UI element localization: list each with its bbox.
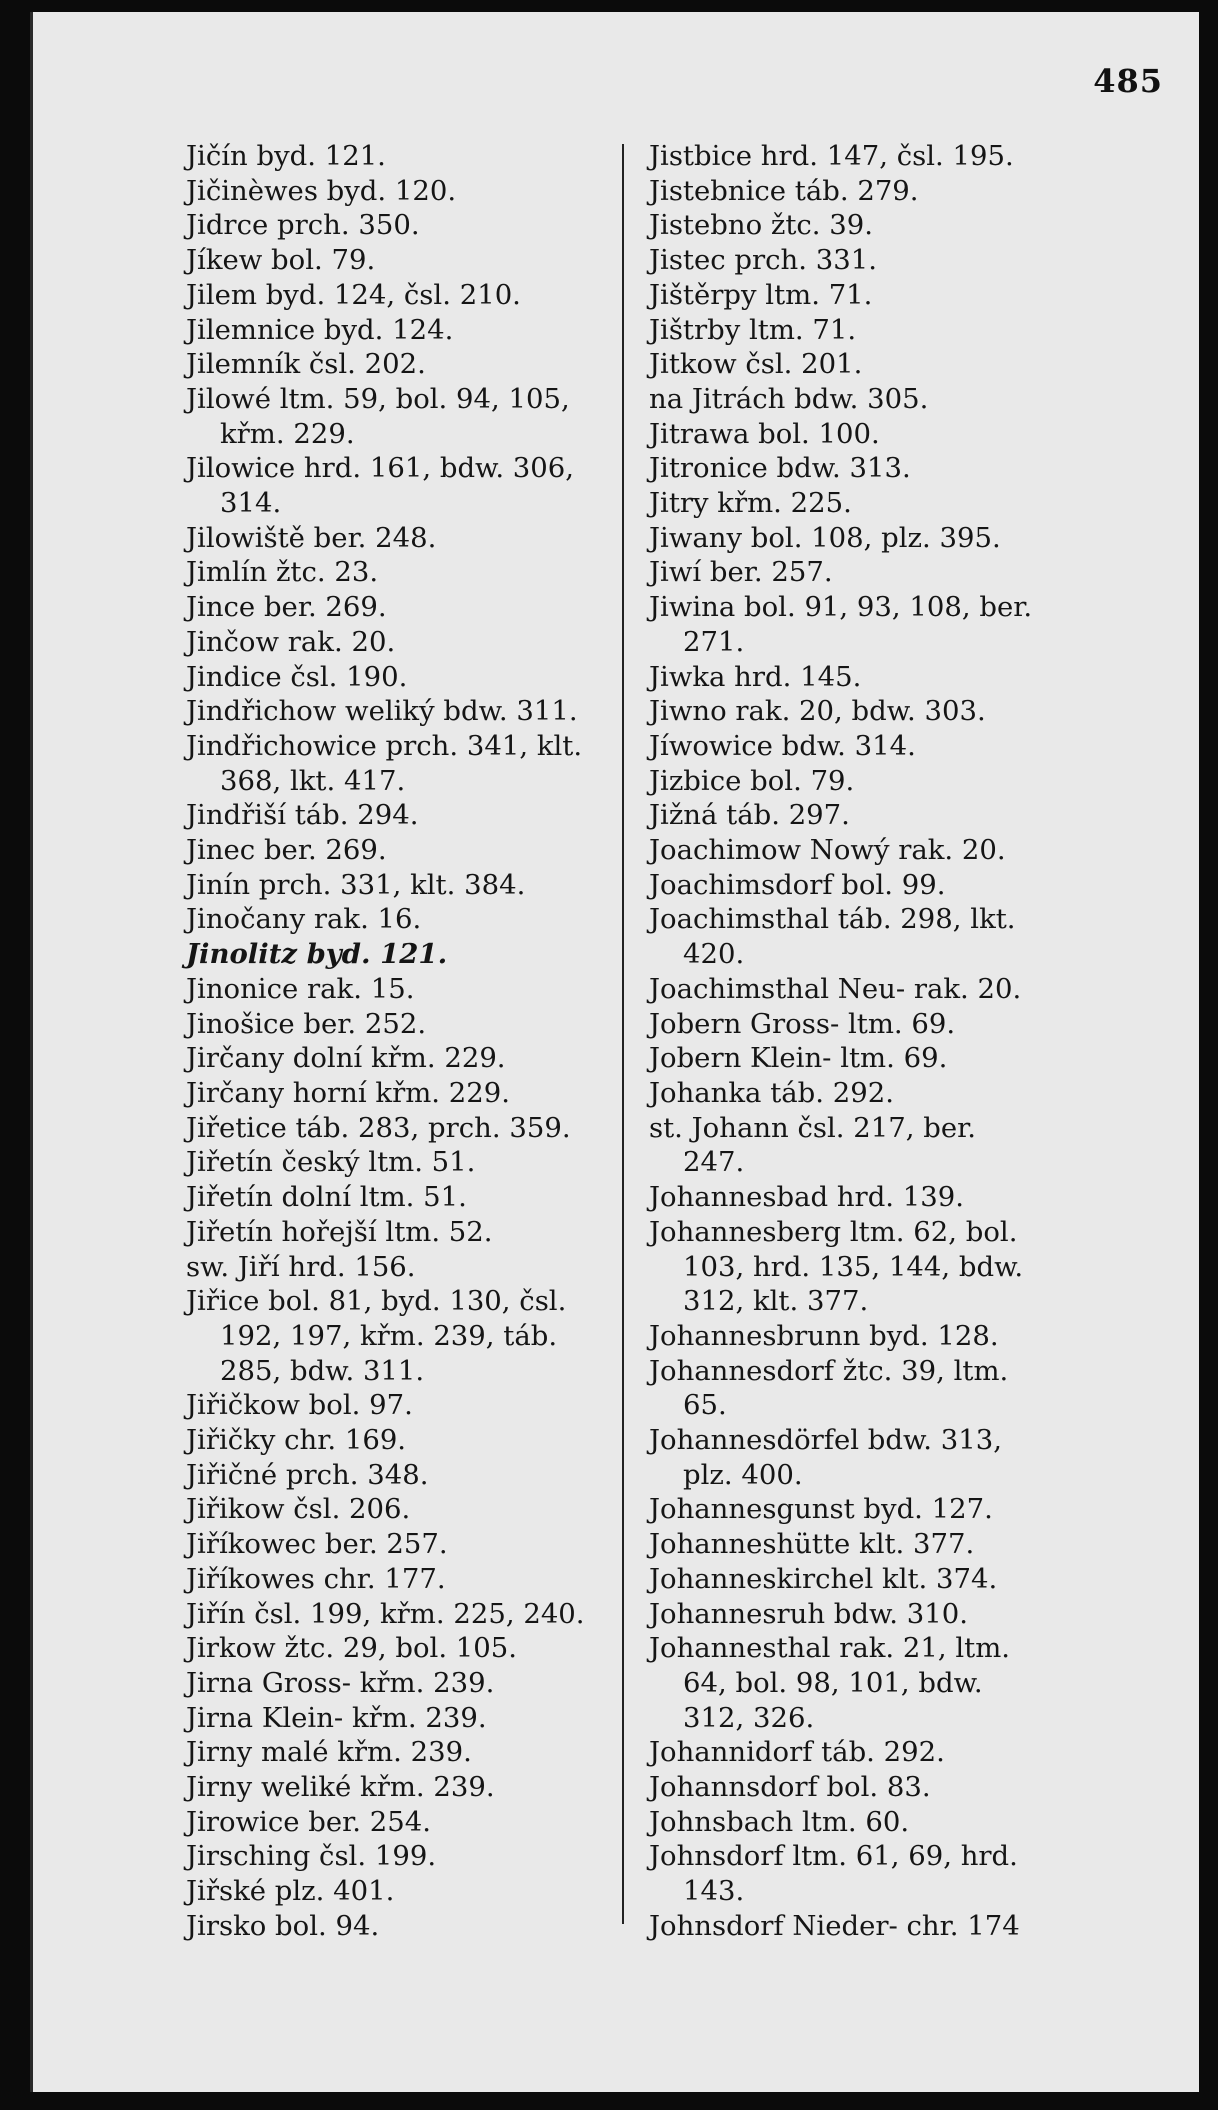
index-entry: Jirkow žtc. 29, bol. 105. xyxy=(186,1632,518,1665)
index-entry: Jiřín čsl. 199, křm. 225, 240. xyxy=(186,1597,585,1630)
index-entry-continuation: 192, 197, křm. 239, táb. xyxy=(220,1319,558,1352)
index-entry: Johannesbad hrd. 139. xyxy=(649,1181,965,1214)
index-entry: st. Johann čsl. 217, ber. xyxy=(649,1111,977,1144)
index-entry: Jičinèwes byd. 120. xyxy=(186,174,457,207)
index-entry: Jinolitz byd. 121. xyxy=(186,938,448,971)
index-entry: Jistbice hrd. 147, čsl. 195. xyxy=(649,140,1014,172)
index-entry: Jiříkowes chr. 177. xyxy=(186,1562,446,1595)
index-entry: Jiwí ber. 257. xyxy=(649,556,833,589)
index-entry: Jimlín žtc. 23. xyxy=(186,556,379,589)
index-entry: Jíwowice bdw. 314. xyxy=(649,729,916,762)
index-entry: Jištrby ltm. 71. xyxy=(649,313,857,346)
index-entry-continuation: 314. xyxy=(220,487,282,520)
index-entry: Jiřikow čsl. 206. xyxy=(186,1493,411,1526)
index-entry: Johanneskirchel klt. 374. xyxy=(649,1562,998,1595)
index-entry: Jindřiší táb. 294. xyxy=(186,799,419,832)
index-entry: Jindřichowice prch. 341, klt. xyxy=(186,729,583,762)
index-entry: Jiřičkow bol. 97. xyxy=(186,1389,413,1422)
index-entry: Jirna Gross- křm. 239. xyxy=(186,1666,495,1699)
index-entry: Jinín prch. 331, klt. 384. xyxy=(186,868,526,901)
index-entry: Johannsdorf bol. 83. xyxy=(649,1771,931,1804)
index-entry: Jilowiště ber. 248. xyxy=(186,521,437,554)
index-entry: Jince ber. 269. xyxy=(186,591,387,624)
index-entry: Jindice čsl. 190. xyxy=(186,660,408,693)
index-entry: Jirsko bol. 94. xyxy=(186,1909,380,1942)
index-entry: Johanka táb. 292. xyxy=(649,1076,894,1109)
index-entry: Jinčow rak. 20. xyxy=(186,625,396,658)
index-entry-continuation: 420. xyxy=(683,938,745,971)
index-entry: Johannesberg ltm. 62, bol. xyxy=(649,1215,1018,1248)
index-entry: Jobern Gross- ltm. 69. xyxy=(649,1007,956,1040)
index-entry: Jinošice ber. 252. xyxy=(186,1007,427,1040)
index-entry: Johannesdörfel bdw. 313, xyxy=(649,1424,1002,1457)
index-entry: Jilowice hrd. 161, bdw. 306, xyxy=(186,452,575,485)
page-number: 485 xyxy=(1093,62,1163,100)
index-entry: Jirny malé křm. 239. xyxy=(186,1736,472,1769)
index-entry: Jištěrpy ltm. 71. xyxy=(649,278,873,311)
index-entry-continuation: 368, lkt. 417. xyxy=(220,764,406,797)
index-entry: Jilemnice byd. 124. xyxy=(186,313,454,346)
index-entry: Jidrce prch. 350. xyxy=(186,209,420,242)
index-entry: Johannidorf táb. 292. xyxy=(649,1736,945,1769)
index-entry-continuation: křm. 229. xyxy=(220,417,355,450)
index-entry-continuation: 65. xyxy=(683,1389,727,1422)
index-entry-continuation: 312, 326. xyxy=(683,1701,815,1734)
index-entry: Johannesbrunn byd. 128. xyxy=(649,1319,999,1352)
index-entry: Jilemník čsl. 202. xyxy=(186,348,426,381)
index-entry: Jitkow čsl. 201. xyxy=(649,348,863,381)
index-entry: Jiřetice táb. 283, prch. 359. xyxy=(186,1111,571,1144)
index-entry: Jiřičky chr. 169. xyxy=(186,1424,407,1457)
index-entry: Joachimsthal táb. 298, lkt. xyxy=(649,903,1016,936)
index-entry: Joachimsthal Neu- rak. 20. xyxy=(649,972,1022,1005)
index-entry: Jinonice rak. 15. xyxy=(186,972,415,1005)
index-entry-continuation: 143. xyxy=(683,1875,745,1908)
index-entry: Jiwany bol. 108, plz. 395. xyxy=(649,521,1001,554)
index-entry: Jirčany horní křm. 229. xyxy=(186,1076,511,1109)
index-entry: Jirny weliké křm. 239. xyxy=(186,1771,495,1804)
index-entry: Johnsdorf Nieder- chr. 174 xyxy=(649,1909,1020,1942)
index-entry: Johannesdorf žtc. 39, ltm. xyxy=(649,1354,1009,1387)
index-entry: Joachimow Nowý rak. 20. xyxy=(649,834,1006,867)
index-entry: na Jitrách bdw. 305. xyxy=(649,382,929,415)
index-entry: Jitronice bdw. 313. xyxy=(649,452,911,485)
index-entry: Jizbice bol. 79. xyxy=(649,764,855,797)
index-entry: Jitrawa bol. 100. xyxy=(649,417,880,450)
left-column xyxy=(186,139,636,1944)
index-entry: Jinec ber. 269. xyxy=(186,834,387,867)
index-entry: Jiříkowec ber. 257. xyxy=(186,1528,448,1561)
index-entry: Jistebno žtc. 39. xyxy=(649,209,874,242)
index-entry: Johannesthal rak. 21, ltm. xyxy=(649,1632,1011,1665)
index-entry: Jiřičné prch. 348. xyxy=(186,1458,429,1491)
index-entry: Jičín byd. 121. xyxy=(186,140,386,172)
index-entry: Jiřetín český ltm. 51. xyxy=(186,1146,476,1179)
index-entry: Johannesruh bdw. 310. xyxy=(649,1597,969,1630)
index-entry: Jindřichow weliký bdw. 311. xyxy=(186,695,578,728)
index-entry-continuation: 271. xyxy=(683,625,745,658)
index-entry-continuation: 285, bdw. 311. xyxy=(220,1354,425,1387)
index-entry: Jirčany dolní křm. 229. xyxy=(186,1042,506,1075)
book-page xyxy=(30,12,1199,2092)
index-entry-continuation: 247. xyxy=(683,1146,745,1179)
index-entry: Jirna Klein- křm. 239. xyxy=(186,1701,487,1734)
index-entry: Jiřetín hořejší ltm. 52. xyxy=(186,1215,493,1248)
index-entry: Jiwina bol. 91, 93, 108, ber. xyxy=(649,591,1033,624)
index-entry: Johanneshütte klt. 377. xyxy=(649,1528,975,1561)
index-entry: Jilem byd. 124, čsl. 210. xyxy=(186,278,521,311)
index-entry-continuation: 103, hrd. 135, 144, bdw. xyxy=(683,1250,1024,1283)
index-entry: Jiřice bol. 81, byd. 130, čsl. xyxy=(186,1285,567,1318)
index-entry: Jistec prch. 331. xyxy=(649,244,877,277)
index-entry: Johannesgunst byd. 127. xyxy=(649,1493,993,1526)
index-entry: Johnsdorf ltm. 61, 69, hrd. xyxy=(649,1840,1018,1873)
index-entry: Jobern Klein- ltm. 69. xyxy=(649,1042,948,1075)
right-column xyxy=(649,139,1119,1944)
index-entry: Jiřské plz. 401. xyxy=(186,1875,395,1908)
index-entry: Jinočany rak. 16. xyxy=(186,903,422,936)
index-entry: sw. Jiří hrd. 156. xyxy=(186,1250,416,1283)
index-entry: Jistebnice táb. 279. xyxy=(649,174,919,207)
index-entry: Jirowice ber. 254. xyxy=(186,1805,431,1838)
index-entry: Jitry křm. 225. xyxy=(649,487,852,520)
index-entry-continuation: 64, bol. 98, 101, bdw. xyxy=(683,1666,983,1699)
index-entry: Jiřetín dolní ltm. 51. xyxy=(186,1181,467,1214)
index-entry: Jižná táb. 297. xyxy=(649,799,850,832)
index-entry: Jiwno rak. 20, bdw. 303. xyxy=(649,695,986,728)
index-entry-continuation: plz. 400. xyxy=(683,1458,803,1491)
index-entry: Jilowé ltm. 59, bol. 94, 105, xyxy=(186,382,570,415)
index-entry: Joachimsdorf bol. 99. xyxy=(649,868,946,901)
index-entry: Jíkew bol. 79. xyxy=(186,244,376,277)
index-entry-continuation: 312, klt. 377. xyxy=(683,1285,869,1318)
index-entry: Jiwka hrd. 145. xyxy=(649,660,862,693)
column-divider xyxy=(622,144,624,1924)
index-entry: Johnsbach ltm. 60. xyxy=(649,1805,910,1838)
index-entry: Jirsching čsl. 199. xyxy=(186,1840,437,1873)
